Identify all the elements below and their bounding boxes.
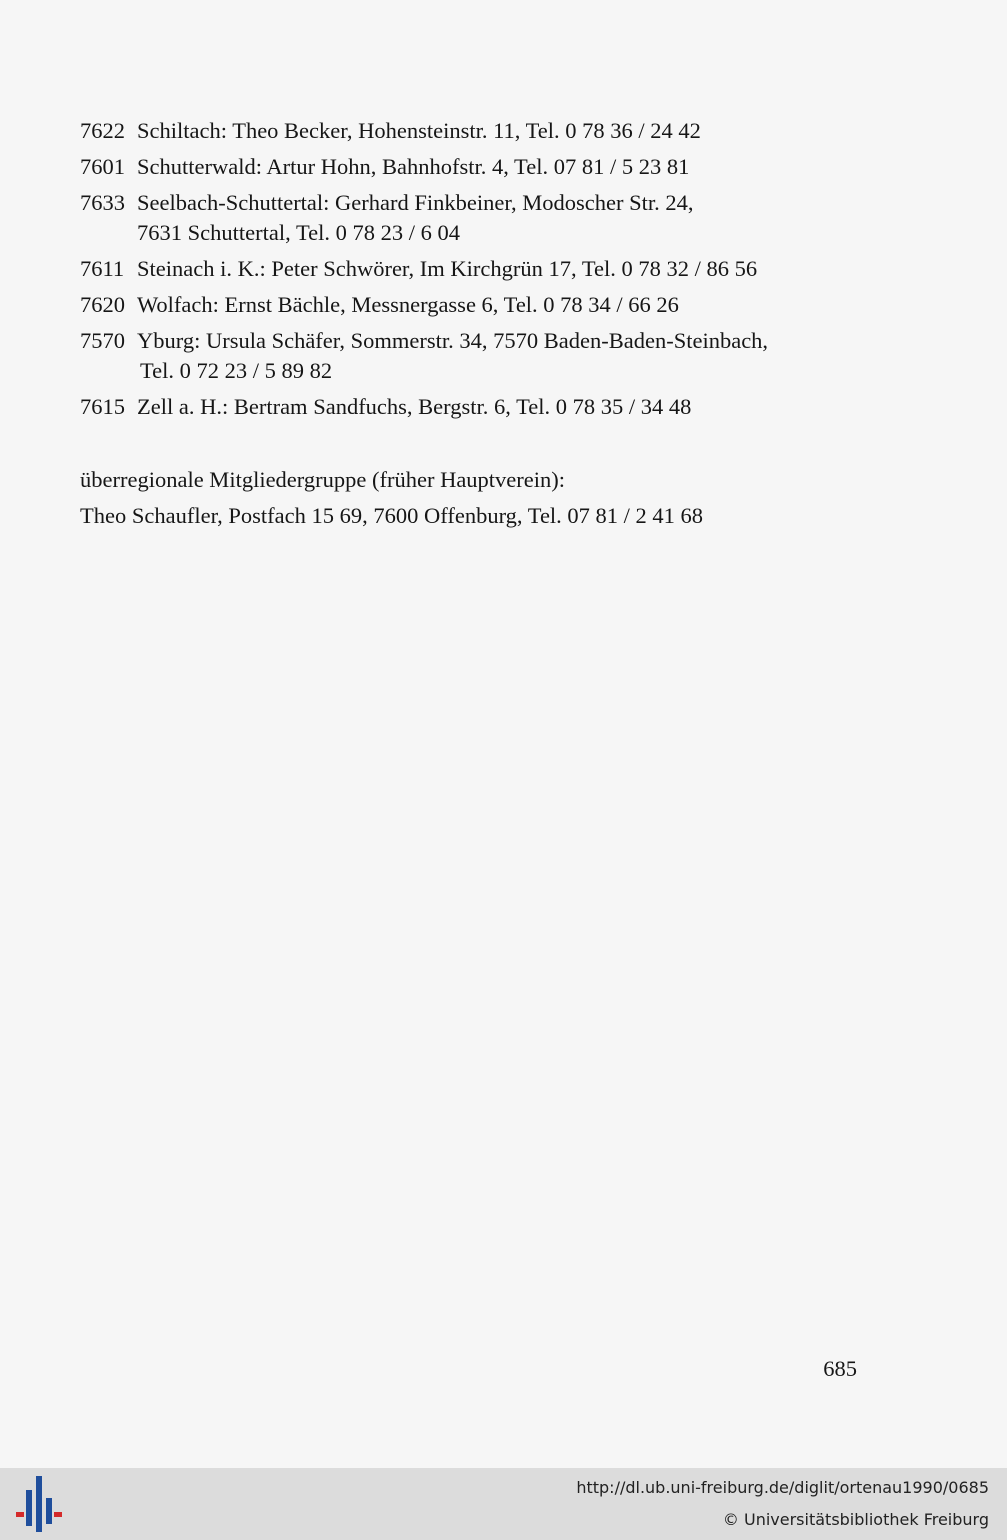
postal-code: 7570 [80,328,125,353]
entry-text: Zell a. H.: Bertram Sandfuchs, Bergstr. 6, Tel. 0 78 35 / 34 48 [137,394,692,419]
postal-code: 7611 [80,256,125,281]
entry-text: Schiltach: Theo Becker, Hohensteinstr. 11, Tel. 0 78 36 / 24 42 [137,118,701,143]
list-item [80,188,880,248]
entry-continuation: 7631 Schuttertal, Tel. 0 78 23 / 6 04 [137,220,460,245]
postal-code: 7601 [80,154,125,179]
group-contact: Theo Schaufler, Postfach 15 69, 7600 Offenburg, Tel. 07 81 / 2 41 68 [80,503,704,528]
list-item [80,326,880,386]
list-item [80,116,880,146]
library-logo-icon [14,1476,64,1532]
address-list [80,116,880,428]
copyright-text: © Universitätsbibliothek Freiburg [722,1510,989,1529]
entry-text: Seelbach-Schuttertal: Gerhard Finkbeiner, Modoscher Str. 24, [137,190,694,215]
supraregional-group [80,462,703,534]
source-url-link[interactable]: http://dl.ub.uni-freiburg.de/diglit/ortenau1990/0685 [576,1478,989,1497]
library-footer [0,1468,1007,1540]
entry-text: Steinach i. K.: Peter Schwörer, Im Kirchgrün 17, Tel. 0 78 32 / 86 56 [137,256,758,281]
group-heading: überregionale Mitgliedergruppe (früher Hauptverein): [80,467,566,492]
entry-text: Schutterwald: Artur Hohn, Bahnhofstr. 4, Tel. 07 81 / 5 23 81 [137,154,690,179]
entry-text: Yburg: Ursula Schäfer, Sommerstr. 34, 7570 Baden-Baden-Steinbach, [137,328,769,353]
list-item [80,290,880,320]
entry-text: Wolfach: Ernst Bächle, Messnergasse 6, Tel. 0 78 34 / 66 26 [137,292,679,317]
list-item [80,152,880,182]
page-number: 685 [823,1356,857,1381]
postal-code: 7620 [80,292,125,317]
list-item [80,392,880,422]
entry-continuation: Tel. 0 72 23 / 5 89 82 [140,358,333,383]
postal-code: 7633 [80,190,125,215]
postal-code: 7622 [80,118,125,143]
list-item [80,254,880,284]
postal-code: 7615 [80,394,125,419]
